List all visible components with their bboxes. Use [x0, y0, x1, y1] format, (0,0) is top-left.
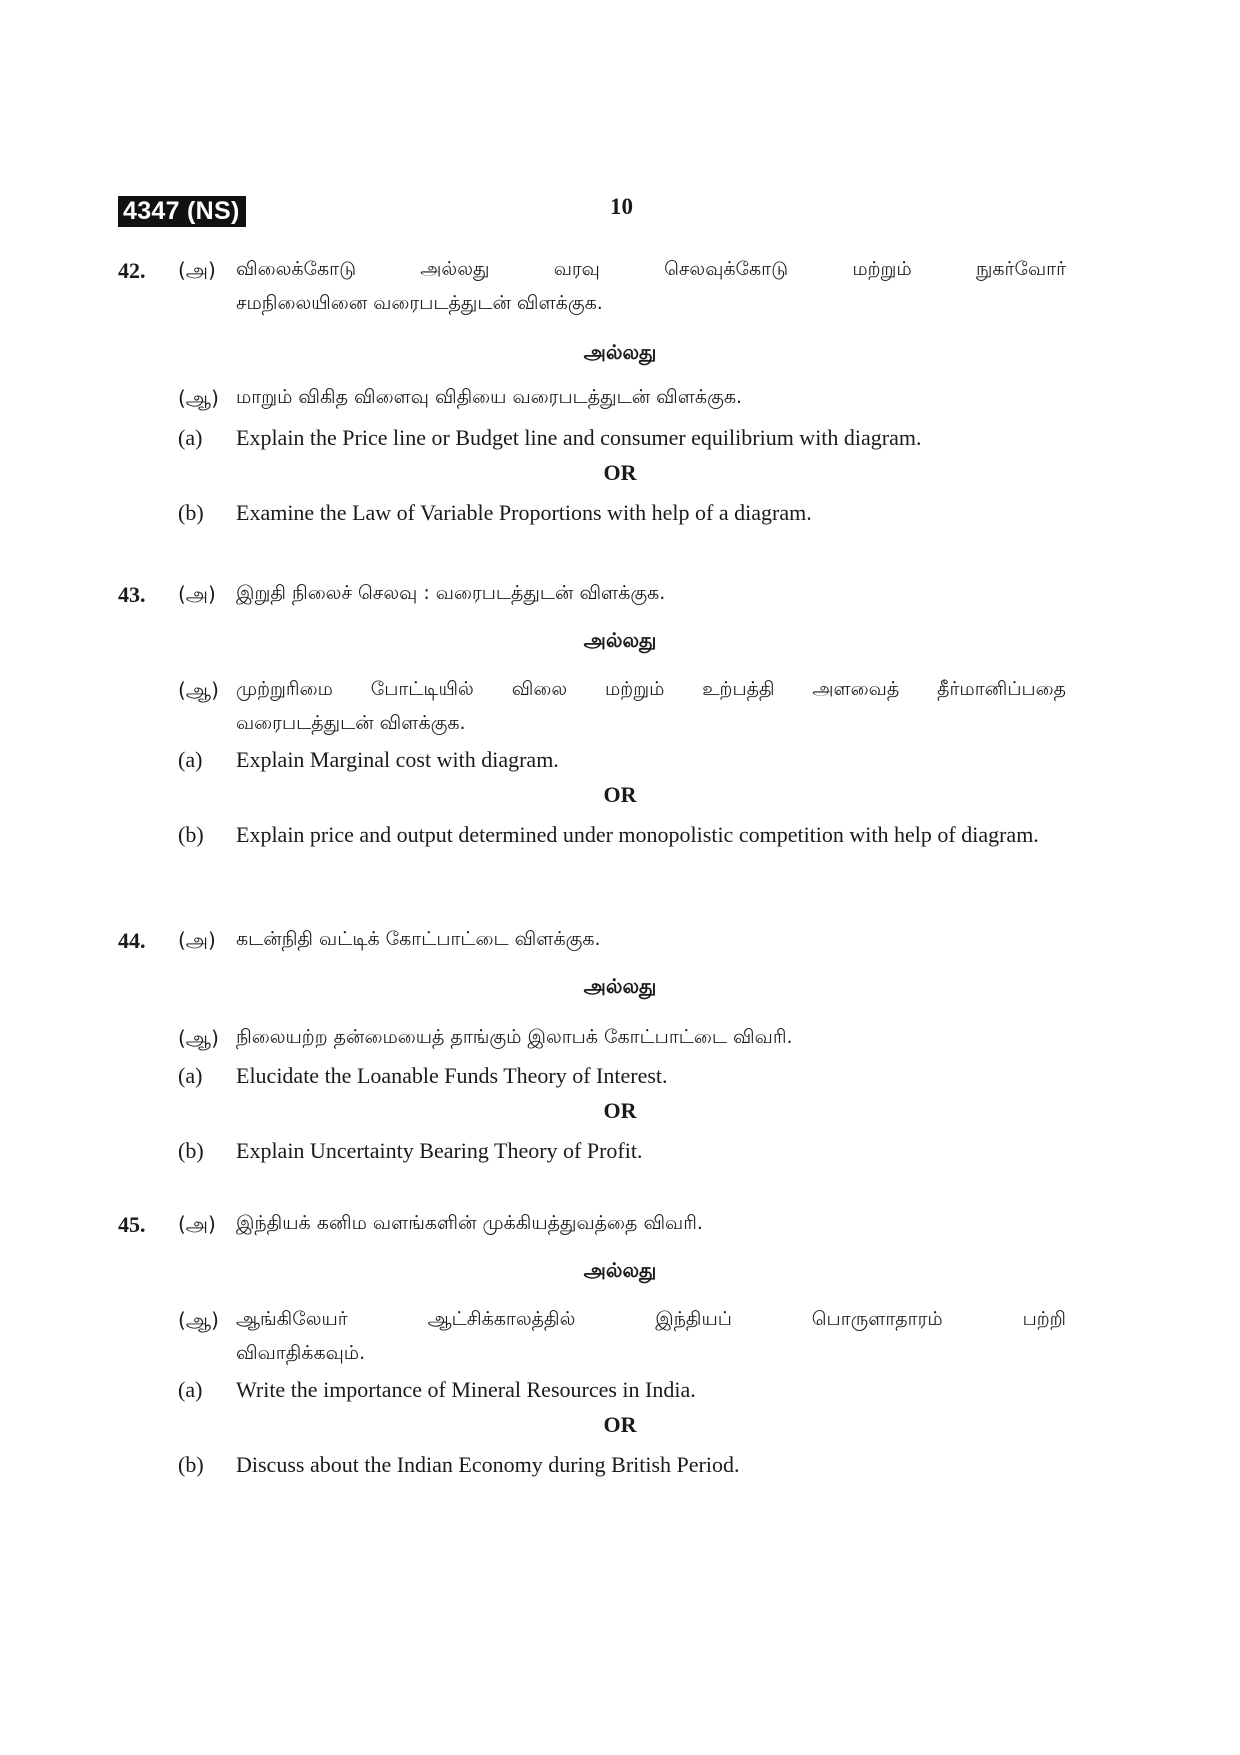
tamil-or-divider: அல்லது: [583, 340, 657, 364]
english-option-a-label: (a): [178, 1377, 203, 1402]
english-option-b-label: (b): [178, 822, 204, 847]
tamil-option-b-line1: மாறும் விகித விளைவு விதியை வரைபடத்துடன் விளக்குக.: [236, 386, 743, 408]
tamil-option-b-line2: விவாதிக்கவும்.: [236, 1342, 366, 1364]
english-or-divider: OR: [603, 460, 637, 485]
question-number: 45.: [118, 1212, 146, 1237]
tamil-option-b-line1: முற்றுரிமை போட்டியில் விலை மற்றும் உற்பத்தி அளவைத் தீர்மானிப்பதை: [236, 678, 1066, 700]
question-number: 43.: [118, 582, 146, 607]
tamil-option-b-line1: ஆங்கிலேயர் ஆட்சிக்காலத்தில் இந்தியப் பொருளாதாரம் பற்றி: [236, 1308, 1066, 1330]
english-option-a-label: (a): [178, 1063, 203, 1088]
english-option-a-text: Explain the Price line or Budget line and consumer equilibrium with diagram.: [236, 425, 922, 450]
english-option-b-label: (b): [178, 1138, 204, 1163]
english-option-b-text: Explain price and output determined under monopolistic competition with help of diagram.: [236, 822, 1039, 847]
english-or-divider: OR: [603, 1412, 637, 1437]
question-number: 44.: [118, 928, 146, 953]
tamil-option-a-label: (அ): [178, 928, 216, 952]
english-option-b-text: Explain Uncertainty Bearing Theory of Profit.: [236, 1138, 643, 1163]
question-number: 42.: [118, 258, 146, 283]
english-or-divider: OR: [603, 1098, 637, 1123]
tamil-option-a-label: (அ): [178, 582, 216, 606]
english-option-b-label: (b): [178, 500, 204, 525]
tamil-option-a-line1: இந்தியக் கனிம வளங்களின் முக்கியத்துவத்தை விவரி.: [236, 1212, 703, 1234]
tamil-or-divider: அல்லது: [583, 628, 657, 652]
english-option-b-label: (b): [178, 1452, 204, 1477]
english-option-a-text: Explain Marginal cost with diagram.: [236, 747, 559, 772]
english-option-b-text: Examine the Law of Variable Proportions with help of a diagram.: [236, 500, 812, 525]
tamil-option-a-label: (அ): [178, 258, 216, 282]
tamil-option-a-line1: இறுதி நிலைச் செலவு : வரைபடத்துடன் விளக்குக.: [236, 582, 666, 604]
tamil-option-b-line2: வரைபடத்துடன் விளக்குக.: [236, 712, 466, 734]
tamil-option-b-label: (ஆ): [178, 386, 219, 410]
tamil-option-a-line1: கடன்நிதி வட்டிக் கோட்பாட்டை விளக்குக.: [236, 928, 601, 950]
tamil-option-b-label: (ஆ): [178, 678, 219, 702]
page-number: 10: [610, 194, 633, 219]
tamil-option-b-label: (ஆ): [178, 1026, 219, 1050]
tamil-or-divider: அல்லது: [583, 1258, 657, 1282]
paper-code-badge: 4347 (NS): [118, 196, 246, 227]
tamil-option-a-label: (அ): [178, 1212, 216, 1236]
english-option-b-text: Discuss about the Indian Economy during British Period.: [236, 1452, 740, 1477]
tamil-option-b-line1: நிலையற்ற தன்மையைத் தாங்கும் இலாபக் கோட்பாட்டை விவரி.: [236, 1026, 793, 1048]
english-option-a-label: (a): [178, 425, 203, 450]
tamil-or-divider: அல்லது: [583, 974, 657, 998]
english-option-a-text: Elucidate the Loanable Funds Theory of Interest.: [236, 1063, 668, 1088]
tamil-option-b-label: (ஆ): [178, 1308, 219, 1332]
tamil-option-a-line1: விலைக்கோடு அல்லது வரவு செலவுக்கோடு மற்றும் நுகர்வோர்: [236, 258, 1066, 280]
english-option-a-label: (a): [178, 747, 203, 772]
english-or-divider: OR: [603, 782, 637, 807]
english-option-a-text: Write the importance of Mineral Resources in India.: [236, 1377, 696, 1402]
tamil-option-a-line2: சமநிலையினை வரைபடத்துடன் விளக்குக.: [236, 292, 603, 314]
